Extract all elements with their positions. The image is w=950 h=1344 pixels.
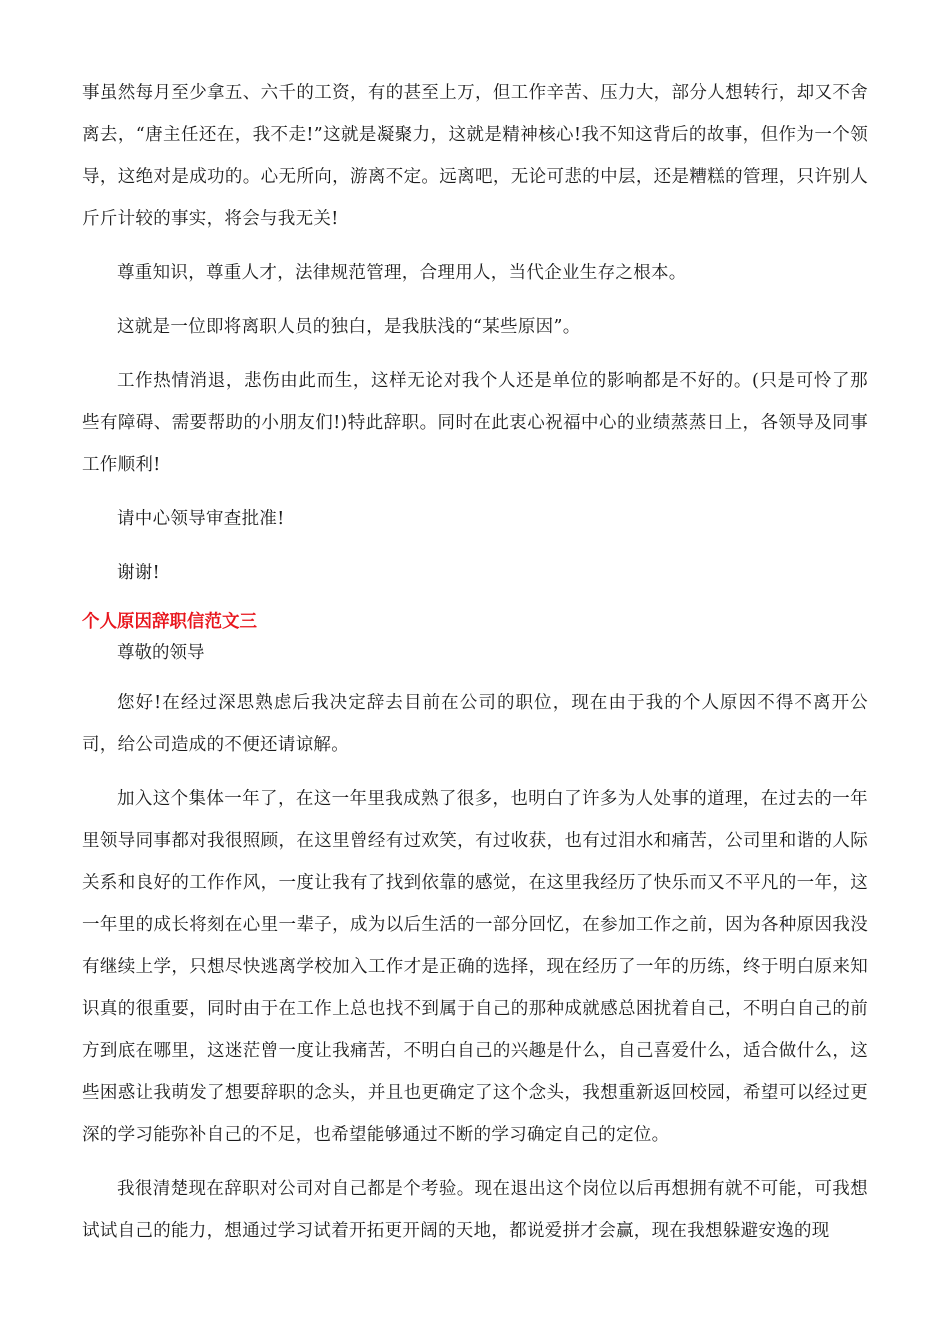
paragraph-request-approval: 请中心领导审查批准! [117, 509, 285, 529]
section-title: 个人原因辞职信范文三 [82, 612, 257, 632]
paragraph-resignation-statement: 工作热情消退，悲伤由此而生，这样无论对我个人还是单位的影响都是不好的。(只是可怜了那些有障碍、需要帮助的小朋友们!)特此辞职。同时在此衷心祝福中心的业绩蒸蒸日上，各领导及同事工作顺利! [82, 371, 868, 475]
paragraph-one-year-experience: 加入这个集体一年了，在这一年里我成熟了很多，也明白了许多为人处事的道理，在过去的一年里领导同事都对我很照顾，在这里曾经有过欢笑，有过收获，也有过泪水和痛苦，公司里和谐的人际关系和良好的工作作风，一度让我有了找到依靠的感觉，在这里我经历了快乐而又不平凡的一年，这一年里的成长将刻在心里一辈子，成为以后生活的一部分回忆，在参加工作之前，因为各种原因我没有继续上学，只想尽快逃离学校加入工作才是正确的选择，现在经历了一年的历练，终于明白原来知识真的很重要，同时由于在工作上总也找不到属于自己的那种成就感总困扰着自己，不明白自己的前方到底在哪里，这迷茫曾一度让我痛苦，不明白自己的兴趣是什么，自己喜爱什么，适合做什么，这些困惑让我萌发了想要辞职的念头，并且也更确定了这个念头，我想重新返回校园，希望可以经过更深的学习能弥补自己的不足，也希望能够通过不断的学习确定自己的定位。 [82, 789, 868, 1145]
paragraph-respect-knowledge: 尊重知识，尊重人才，法律规范管理，合理用人，当代企业生存之根本。 [117, 263, 687, 283]
paragraph-thanks: 谢谢! [117, 563, 160, 583]
document-page [82, 72, 868, 1252]
salutation: 尊敬的领导 [117, 643, 205, 663]
paragraph-greeting: 您好!在经过深思熟虑后我决定辞去目前在公司的职位，现在由于我的个人原因不得不离开公司，给公司造成的不便还请谅解。 [82, 693, 868, 755]
paragraph-continued: 事虽然每月至少拿五、六千的工资，有的甚至上万，但工作辛苦、压力大，部分人想转行，却又不舍离去，“唐主任还在，我不走!”这就是凝聚力，这就是精神核心!我不知这背后的故事，但作为一个领导，这绝对是成功的。心无所向，游离不定。远离吧，无论可悲的中层，还是糟糕的管理，只许别人斤斤计较的事实，将会与我无关! [82, 83, 868, 229]
paragraph-monologue: 这就是一位即将离职人员的独白，是我肤浅的“某些原因”。 [117, 317, 581, 337]
paragraph-challenge: 我很清楚现在辞职对公司对自己都是个考验。现在退出这个岗位以后再想拥有就不可能，可我想试试自己的能力，想通过学习试着开拓更开阔的天地，都说爱拼才会赢，现在我想躲避安逸的现 [82, 1179, 868, 1241]
